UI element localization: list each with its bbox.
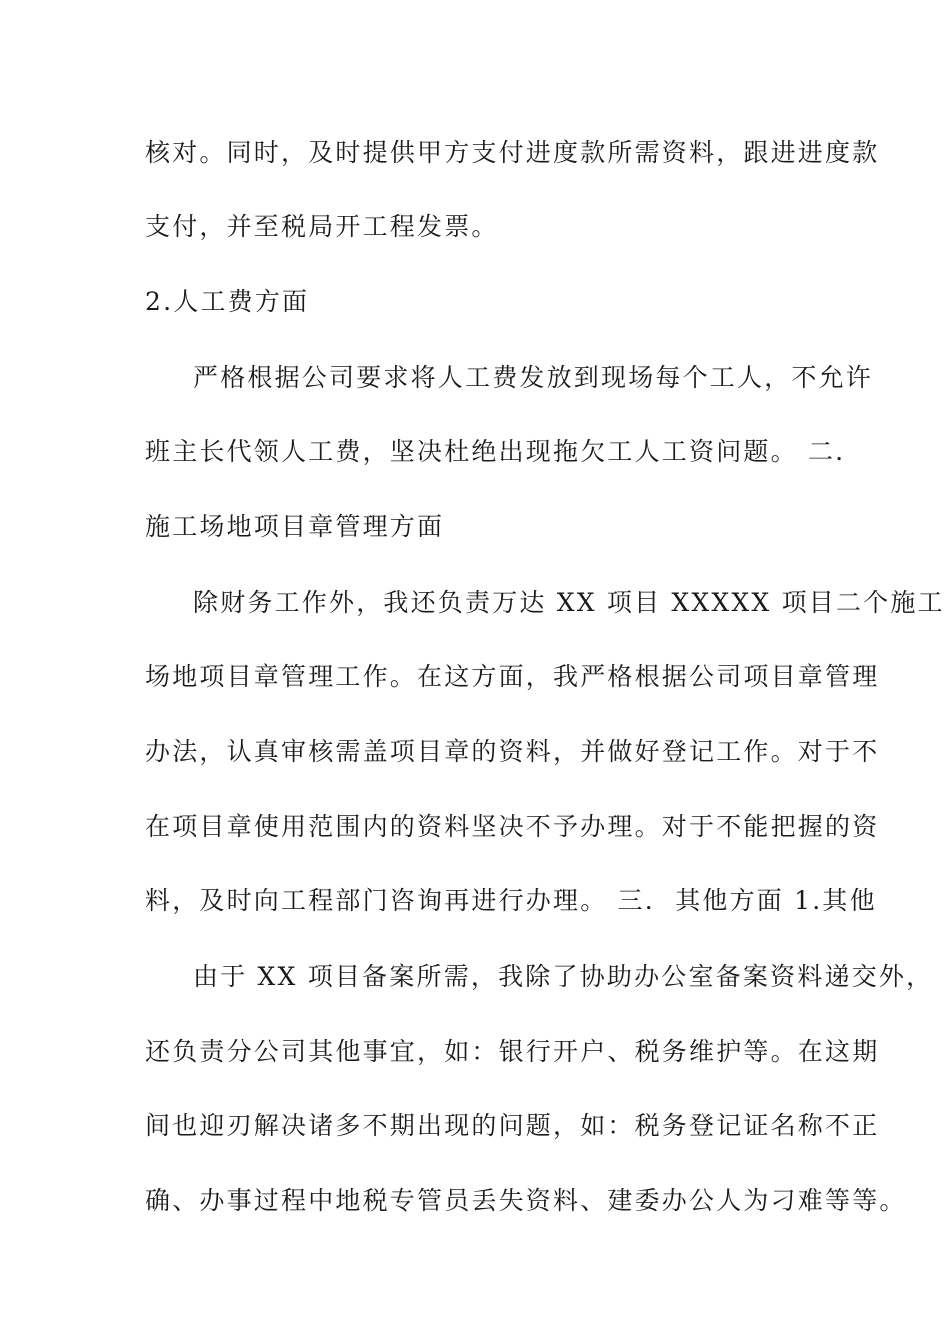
text-line: 办法，认真审核需盖项目章的资料，并做好登记工作。对于不 [145,737,880,766]
text-line: 除财务工作外，我还负责万达 XX 项目 XXXXX 项目二个施工 [193,588,945,617]
text-line: 场地项目章管理工作。在这方面，我严格根据公司项目章管理 [145,662,880,691]
text-line: 支付，并至税局开工程发票。 [145,212,499,241]
section-heading: 施工场地项目章管理方面 [145,512,445,541]
text-line: 核对。同时，及时提供甲方支付进度款所需资料，跟进进度款 [145,138,880,167]
text-line: 严格根据公司要求将人工费发放到现场每个工人，不允许 [193,363,874,392]
text-line: 料，及时向工程部门咨询再进行办理。 三. 其他方面 1.其他 [145,886,877,915]
text-line: 确、办事过程中地税专管员丢失资料、建委办公人为刁难等等。 [145,1186,907,1215]
text-line: 间也迎刃解决诸多不期出现的问题，如：税务登记证名称不正 [145,1111,880,1140]
text-line: 还负责分公司其他事宜，如：银行开户、税务维护等。在这期 [145,1037,880,1066]
text-line: 由于 XX 项目备案所需，我除了协助办公室备案资料递交外， [193,962,934,991]
text-line: 班主长代领人工费，坚决杜绝出现拖欠工人工资问题。 二. [145,437,846,466]
section-heading: 2.人工费方面 [145,287,310,316]
text-line: 在项目章使用范围内的资料坚决不予办理。对于不能把握的资 [145,812,880,841]
